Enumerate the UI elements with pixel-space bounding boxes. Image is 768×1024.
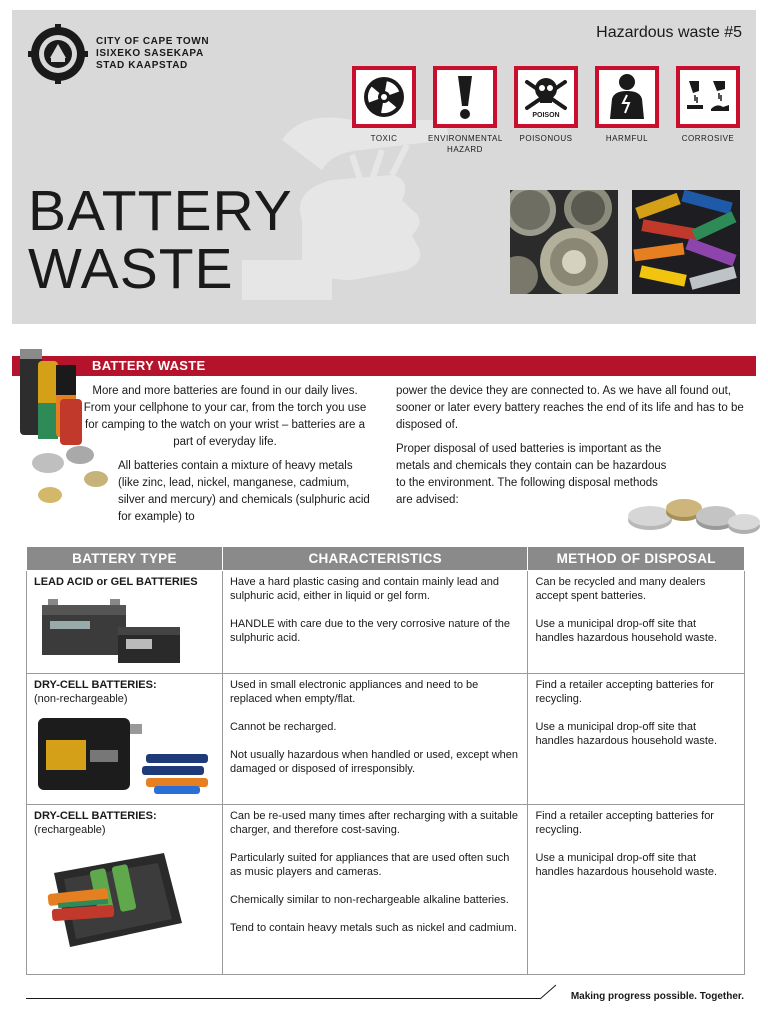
- disposal-text: Find a retailer accepting batteries for recycling.: [535, 810, 714, 836]
- characteristic-text: HANDLE with care due to the very corrosive nature of the sulphuric acid.: [229, 618, 511, 644]
- section-header-bar: [12, 356, 756, 376]
- battery-type-cell: [27, 571, 223, 674]
- radiation-icon: [362, 75, 406, 119]
- intro-paragraph: More and more batteries are found in our daily lives. From your cellphone to your car, from the torch you use for camping to the watch on your wrist – batteries are a part of everyday life.: [83, 385, 367, 448]
- characteristics-cell: [222, 571, 527, 674]
- button-cells-photo: [510, 190, 618, 294]
- battery-type-name: DRY-CELL BATTERIES:: [34, 810, 157, 822]
- org-line-3: STAD KAAPSTAD: [96, 60, 188, 71]
- poison-text: POISON: [532, 112, 560, 119]
- hazard-label: TOXIC: [370, 134, 398, 143]
- characteristics-cell: [222, 805, 527, 975]
- hero-banner: [12, 10, 756, 324]
- coin-cells-illustration: [626, 490, 762, 542]
- intro-paragraph: power the device they are connected to. As we have all found out, sooner or later every battery reaches the end of its life and has to be disposed of.: [396, 385, 744, 431]
- battery-type-name: LEAD ACID or GEL BATTERIES: [34, 576, 198, 588]
- column-header: CHARACTERISTICS: [222, 547, 527, 571]
- characteristic-text: Cannot be recharged.: [229, 721, 337, 733]
- footer-slash-mark: [538, 984, 558, 1000]
- intro-paragraph: Proper disposal of used batteries is important as the metals and chemicals they contain can be hazardous to the environment. The following disposal methods are advised:: [396, 443, 667, 506]
- table-row: [27, 571, 745, 674]
- disposal-text: Use a municipal drop-off site that handles hazardous household waste.: [535, 721, 718, 747]
- section-title: BATTERY WASTE: [92, 358, 206, 373]
- disposal-text: Can be recycled and many dealers accept spent batteries.: [535, 576, 706, 602]
- hazard-corrosive: [676, 66, 740, 155]
- disposal-text: Find a retailer accepting batteries for recycling.: [535, 679, 714, 705]
- characteristic-text: Chemically similar to non-rechargeable alkaline batteries.: [229, 894, 509, 906]
- characteristic-text: Can be re-used many times after recharging with a suitable charger, and therefore cost-saving.: [229, 810, 518, 836]
- hazard-label: CORROSIVE: [681, 134, 735, 143]
- footer-tagline: Making progress possible. Together.: [570, 991, 744, 1002]
- non-rechargeable-battery-illustration: [34, 710, 214, 796]
- characteristic-text: Have a hard plastic casing and contain mainly lead and sulphuric acid, either in liquid or gel form.: [229, 576, 500, 602]
- table-header-row: [27, 547, 745, 571]
- battery-disposal-table: [26, 546, 745, 975]
- disposal-text: Use a municipal drop-off site that handles hazardous household waste.: [535, 852, 718, 878]
- column-header: METHOD OF DISPOSAL: [528, 547, 745, 571]
- lead-acid-battery-illustration: [34, 595, 184, 665]
- table-row: [27, 674, 745, 805]
- series-title: Hazardous waste #5: [596, 24, 742, 41]
- battery-type-cell: [27, 805, 223, 975]
- hazard-toxic: [352, 66, 416, 155]
- corrosive-icon: [683, 77, 733, 117]
- disposal-text: Use a municipal drop-off site that handles hazardous household waste.: [535, 618, 718, 644]
- org-line-1: CITY OF CAPE TOWN: [96, 36, 210, 47]
- hazard-label: HARMFUL: [605, 134, 649, 143]
- hazard-label: POISONOUS: [519, 134, 573, 143]
- hazard-symbols: [352, 66, 740, 155]
- characteristic-text: Particularly suited for appliances that are used often such as music players and cameras.: [229, 852, 510, 878]
- skull-crossbones-icon: [523, 74, 569, 112]
- characteristics-cell: [222, 674, 527, 805]
- battery-type-cell: [27, 674, 223, 805]
- org-line-2: ISIXEKO SASEKAPA: [96, 48, 204, 59]
- page-title: [28, 179, 293, 301]
- hazard-label: ENVIRONMENTAL HAZARD: [428, 134, 503, 154]
- disposal-cell: [528, 674, 745, 805]
- disposal-cell: [528, 805, 745, 975]
- title-line-1: BATTERY: [28, 179, 293, 243]
- city-name: [96, 36, 209, 72]
- battery-type-name: DRY-CELL BATTERIES:: [34, 679, 157, 691]
- characteristic-text: Tend to contain heavy metals such as nickel and cadmium.: [229, 922, 517, 934]
- footer-divider: [26, 998, 540, 999]
- characteristic-text: Used in small electronic appliances and need to be replaced when empty/flat.: [229, 679, 479, 705]
- battery-type-sub: (non-rechargeable): [34, 693, 128, 705]
- intro-left-column: [80, 383, 370, 533]
- title-line-2: WASTE: [28, 237, 234, 301]
- battery-type-sub: (rechargeable): [34, 824, 106, 836]
- hazard-harmful: [595, 66, 659, 155]
- city-crest-icon: [28, 24, 88, 84]
- table-row: [27, 805, 745, 975]
- exclamation-icon: [455, 74, 475, 120]
- disposal-cell: [528, 571, 745, 674]
- intro-paragraph: All batteries contain a mixture of heavy metals (like zinc, lead, nickel, manganese, cadmium, silver and mercury) and chemicals (sulphuric acid for example) to: [118, 460, 370, 523]
- harmful-person-icon: [604, 73, 650, 121]
- hazard-environmental: [428, 66, 503, 155]
- mixed-batteries-photo: [632, 190, 740, 294]
- hazard-poisonous: [514, 66, 578, 155]
- column-header: BATTERY TYPE: [27, 547, 223, 571]
- characteristic-text: Not usually hazardous when handled or used, except when damaged or disposed of irresponsibly.: [229, 749, 519, 775]
- city-logo: [28, 24, 209, 84]
- rechargeable-charger-illustration: [34, 843, 184, 953]
